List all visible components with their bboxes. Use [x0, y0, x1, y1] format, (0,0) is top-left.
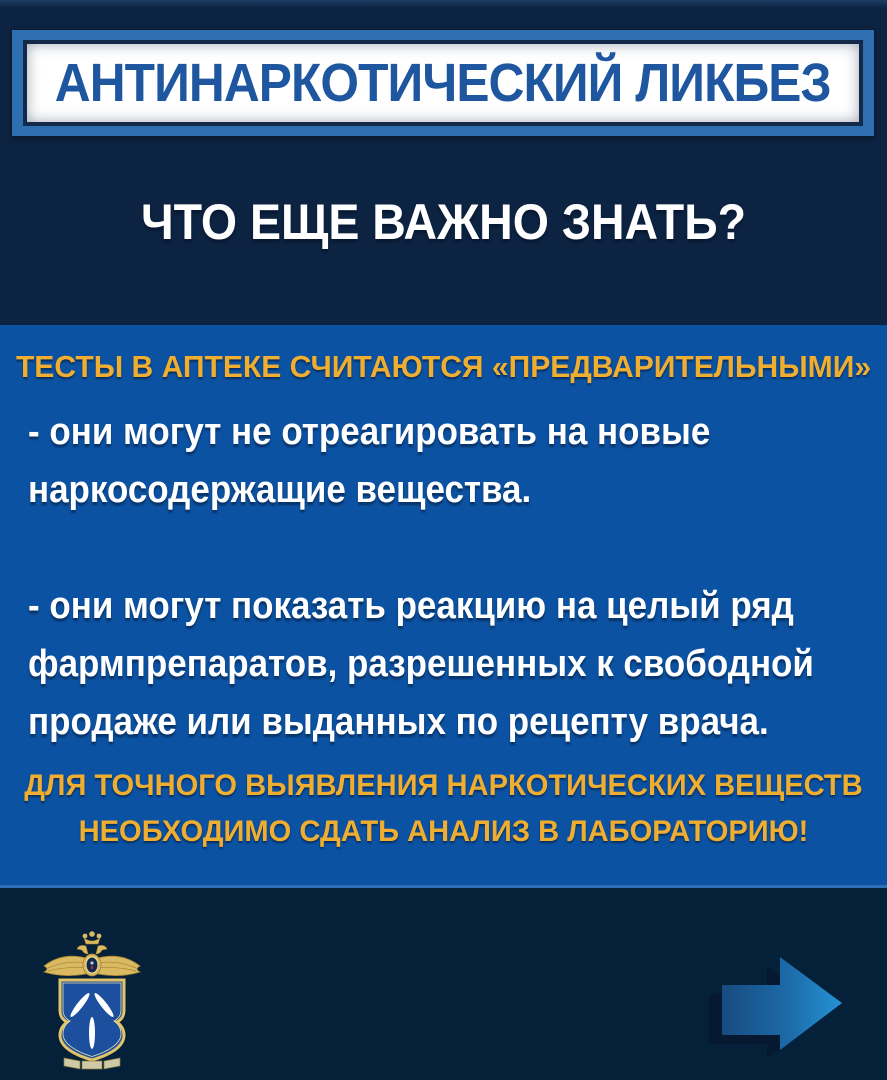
text-line: - они могут не отреагировать на новые: [28, 411, 711, 453]
top-section: [0, 0, 887, 325]
banner-inner-plate: [23, 40, 863, 126]
mvd-emblem-svg: [36, 930, 148, 1070]
info-heading: ТЕСТЫ В АПТЕКЕ СЧИТАЮТСЯ «ПРЕДВАРИТЕЛЬНЫМИ»: [15, 349, 872, 384]
info-point-1: [28, 403, 805, 519]
text-line: ДЛЯ ТОЧНОГО ВЫЯВЛЕНИЯ НАРКОТИЧЕСКИХ ВЕЩЕСТВ: [24, 769, 863, 802]
text-line: НЕОБХОДИМО СДАТЬ АНАЛИЗ В ЛАБОРАТОРИЮ!: [78, 815, 809, 848]
info-panel: [0, 325, 887, 888]
question-heading: ЧТО ЕЩЕ ВАЖНО ЗНАТЬ?: [140, 194, 747, 250]
text-line: продаже или выданных по рецепту врача.: [28, 701, 769, 743]
text-line: - они могут показать реакцию на целый ряд: [28, 585, 794, 627]
info-point-2: [28, 577, 814, 751]
text-line: наркосодержащие вещества.: [28, 469, 532, 511]
mvd-emblem-icon: [36, 930, 148, 1070]
footer-section: [0, 888, 887, 1080]
callout: [13, 763, 873, 855]
text-line: фармпрепаратов, разрешенных к свободной: [28, 643, 814, 685]
banner-frame: [12, 30, 874, 136]
next-arrow-icon[interactable]: [680, 940, 860, 1065]
next-arrow-svg: [680, 940, 860, 1065]
banner-title: АНТИНАРКОТИЧЕСКИЙ ЛИКБЕЗ: [55, 53, 831, 113]
